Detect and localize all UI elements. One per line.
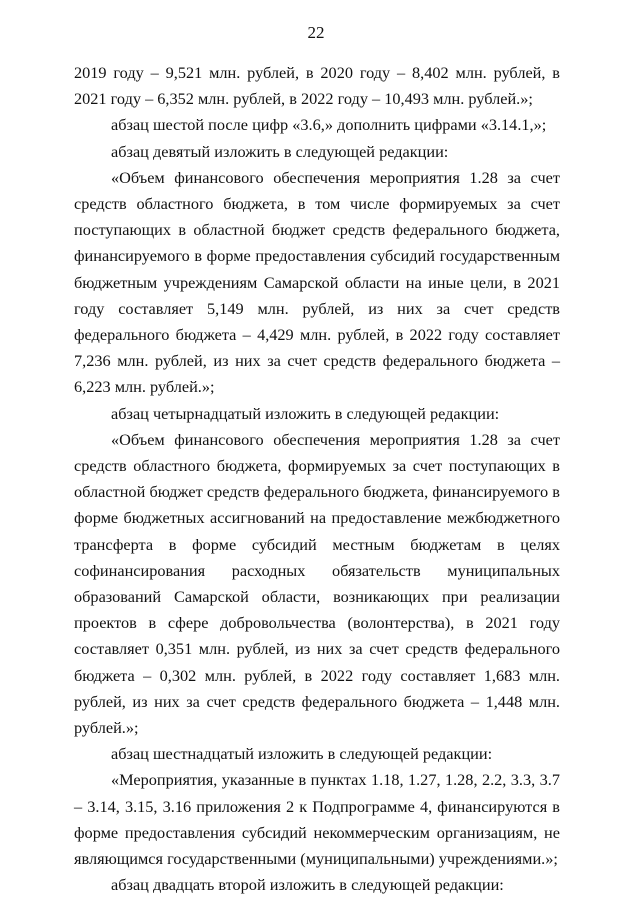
paragraph-amendment-instruction: абзац четырнадцатый изложить в следующей редакции:	[111, 403, 500, 423]
paragraph-continuation: 2019 году – 9,521 млн. рублей, в 2020 году – 8,402 млн. рублей, в 2021 году – 6,352 млн. рублей, в 2022 году – 10,493 млн. рублей.»;	[74, 63, 560, 109]
paragraph-amendment-instruction: абзац шестой после цифр «3.6,» дополнить цифрами «3.14.1,»;	[111, 115, 547, 135]
paragraph-amendment-instruction: абзац девятый изложить в следующей редакции:	[111, 141, 449, 161]
page-number: 22	[307, 23, 325, 42]
paragraph-quoted-text: «Объем финансового обеспечения мероприятия 1.28 за счет средств областного бюджета, в том числе формируемых за счет поступающих в областной бюджет средств федерального бюджета, финансируемого в форме предоставления субсидий государственным бюджетным учреждениям Самарской области на иные цели, в 2021 году составляет 5,149 млн. рублей, из них за счет средств федерального бюджета – 4,429 млн. рублей, в 2022 году составляет 7,236 млн. рублей, из них за счет средств федерального бюджета – 6,223 млн. рублей.»;	[74, 167, 560, 397]
paragraph-quoted-text: «Объем финансового обеспечения мероприятия 1.28 за счет средств областного бюджета, формируемых за счет поступающих в областной бюджет средств федерального бюджета, финансируемого в форме бюджетных ассигнований на предоставление межбюджетного трансферта в форме субсидий местным бюджетам в целях софинансирования расходных обязательств муниципальных образований Самарской области, возникающих при реализации проектов в сфере добровольчества (волонтерства), в 2021 году составляет 0,351 млн. рублей, из них за счет средств федерального бюджета – 0,302 млн. рублей, в 2022 году составляет 1,683 млн. рублей, из них за счет средств федерального бюджета – 1,448 млн. рублей.»;	[74, 429, 560, 738]
paragraph-quoted-text: «Мероприятия, указанные в пунктах 1.18, 1.27, 1.28, 2.2, 3.3, 3.7 – 3.14, 3.15, 3.16 приложения 2 к Подпрограмме 4, финансируются в форме предоставления субсидий некоммерческим организациям, не являющимся государственными (муниципальными) учреждениями.»;	[74, 770, 560, 869]
paragraph-amendment-instruction: абзац двадцать второй изложить в следующей редакции:	[111, 875, 504, 895]
document-body	[74, 60, 560, 899]
paragraph-amendment-instruction: абзац шестнадцатый изложить в следующей редакции:	[111, 744, 493, 764]
